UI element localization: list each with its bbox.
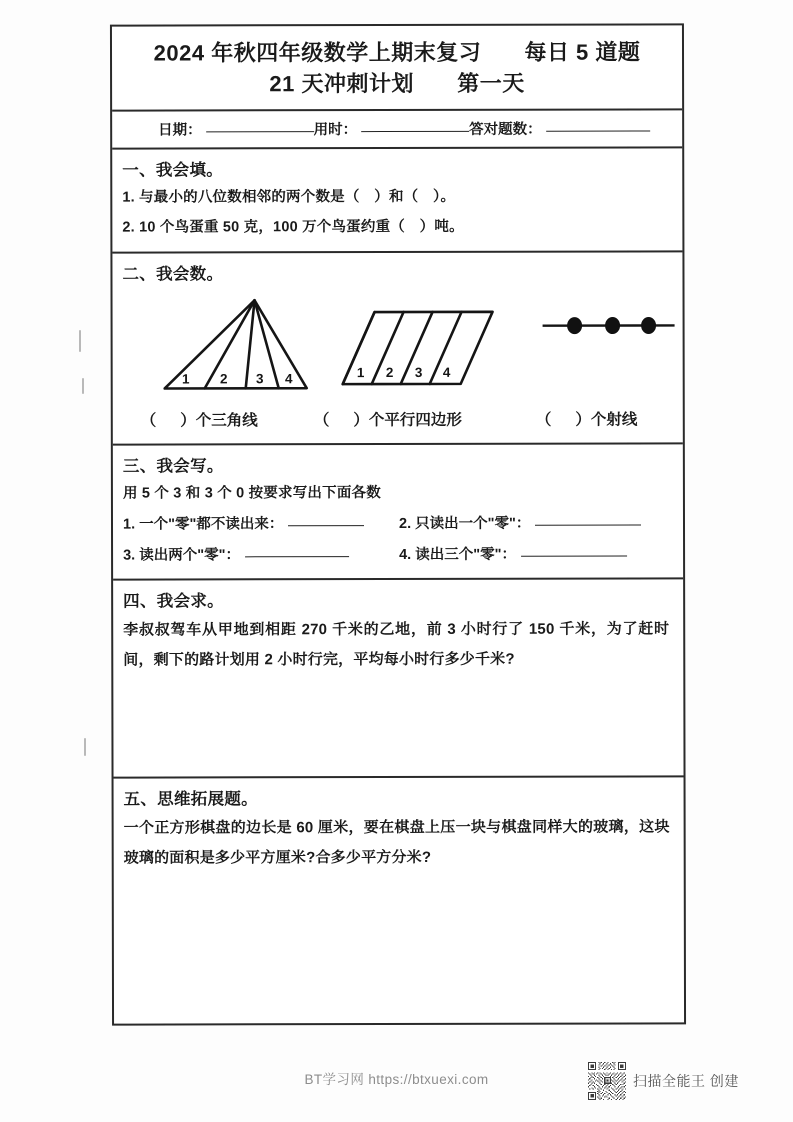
score-input-blank[interactable] <box>546 130 650 132</box>
parallelogram-label-4: 4 <box>442 365 451 381</box>
parallelogram-label-1: 1 <box>356 365 365 381</box>
title-line-2 <box>124 68 670 100</box>
worksheet-frame <box>110 23 686 1025</box>
write-answer-blank-3[interactable] <box>245 555 349 557</box>
qr-code-icon <box>588 1062 626 1100</box>
parallelogram-figure <box>335 288 515 406</box>
section-1-question-1: 1. 与最小的八位数相邻的两个数是（ ）和（ ）。 <box>122 189 456 207</box>
scan-speck <box>82 378 84 394</box>
title-daily-count: 每日 5 道题 <box>524 39 641 65</box>
section-1-heading: 一、我会填。 <box>122 161 224 181</box>
meta-band <box>112 111 682 150</box>
triangle-label-2: 2 <box>219 371 228 387</box>
parallelogram-svg <box>335 288 515 406</box>
section-5-heading: 五、思维拓展题。 <box>123 790 258 809</box>
date-field-group <box>158 119 314 140</box>
section-5-problem: 一个正方形棋盘的边长是 60 厘米，要在棋盘上压一块与棋盘同样大的玻璃，这块玻璃的面积是多少平方厘米?合多少平方分米? <box>123 818 670 867</box>
section-4-word-problem <box>113 579 683 778</box>
figures-row <box>113 288 683 407</box>
triangle-label-3: 3 <box>255 371 264 387</box>
ray-svg <box>537 288 687 406</box>
triangle-figure <box>151 288 321 406</box>
ray-point-2 <box>605 317 620 334</box>
section-5-extension-problem <box>114 777 684 982</box>
write-item-3: 3. 读出两个"零"： <box>123 540 399 569</box>
scan-speck <box>84 738 86 756</box>
section-3-heading: 三、我会写。 <box>122 457 224 476</box>
section-4-answer-space[interactable] <box>113 674 683 771</box>
scan-credit-label: 扫描全能王 创建 <box>633 1073 739 1089</box>
triangle-svg <box>151 288 321 406</box>
write-item-1: 1. 一个"零"都不读出来： <box>123 510 399 539</box>
section-4-heading: 四、我会求。 <box>123 592 224 611</box>
title-day: 第一天 <box>457 70 525 97</box>
title-band <box>112 25 682 112</box>
triangle-label-4: 4 <box>284 371 293 387</box>
section-3-instruction: 用 5 个 3 和 3 个 0 按要求写出下面各数 <box>122 485 381 502</box>
section-5-answer-space[interactable] <box>114 872 684 973</box>
title-main: 2024 年秋四年级数学上期末复习 <box>153 39 482 66</box>
caption-triangle: （ ）个三角线 <box>140 412 258 430</box>
write-answer-blank-4[interactable] <box>521 554 627 556</box>
date-input-blank[interactable] <box>206 131 314 133</box>
write-answer-blank-1[interactable] <box>288 524 364 526</box>
triangle-label-1: 1 <box>181 371 190 387</box>
time-input-blank[interactable] <box>361 130 469 132</box>
ray-figure <box>537 288 687 406</box>
section-4-problem: 李叔叔驾车从甲地到相距 270 千米的乙地，前 3 小时行了 150 千米，为了赶时间，剩下的路计划用 2 小时行完，平均每小时行多少千米? <box>123 620 670 669</box>
write-item-2: 2. 只读出一个"零"： <box>399 510 675 539</box>
section-1-fill-in <box>112 149 682 254</box>
section-1-question-2: 2. 10 个鸟蛋重 50 克，100 万个鸟蛋约重（ ）吨。 <box>122 219 464 236</box>
time-field-group <box>314 118 470 139</box>
date-label: 日期： <box>158 122 202 139</box>
score-field-group <box>469 118 650 139</box>
scan-speck <box>79 330 81 352</box>
title-plan: 21 天冲刺计划 <box>269 71 415 97</box>
ray-point-1 <box>567 317 582 334</box>
figure-captions-row <box>113 406 683 438</box>
title-line-1 <box>124 36 670 68</box>
section-2-heading: 二、我会数。 <box>122 265 224 284</box>
parallelogram-label-3: 3 <box>414 365 423 381</box>
write-answer-blank-2[interactable] <box>535 524 641 526</box>
section-2-counting <box>112 253 682 446</box>
section-3-items-grid <box>113 508 683 570</box>
parallelogram-label-2: 2 <box>385 365 394 381</box>
section-3-writing <box>113 445 683 581</box>
site-watermark: BT学习网 https://btxuexi.com <box>304 1072 489 1087</box>
caption-parallelogram: （ ）个平行四边形 <box>313 412 462 430</box>
scan-credit-group <box>588 1062 739 1100</box>
ray-point-3 <box>641 317 656 334</box>
score-label: 答对题数： <box>469 122 542 139</box>
caption-ray: （ ）个射线 <box>535 411 638 430</box>
time-label: 用时： <box>313 122 358 139</box>
write-item-4: 4. 读出三个"零"： <box>399 540 675 569</box>
